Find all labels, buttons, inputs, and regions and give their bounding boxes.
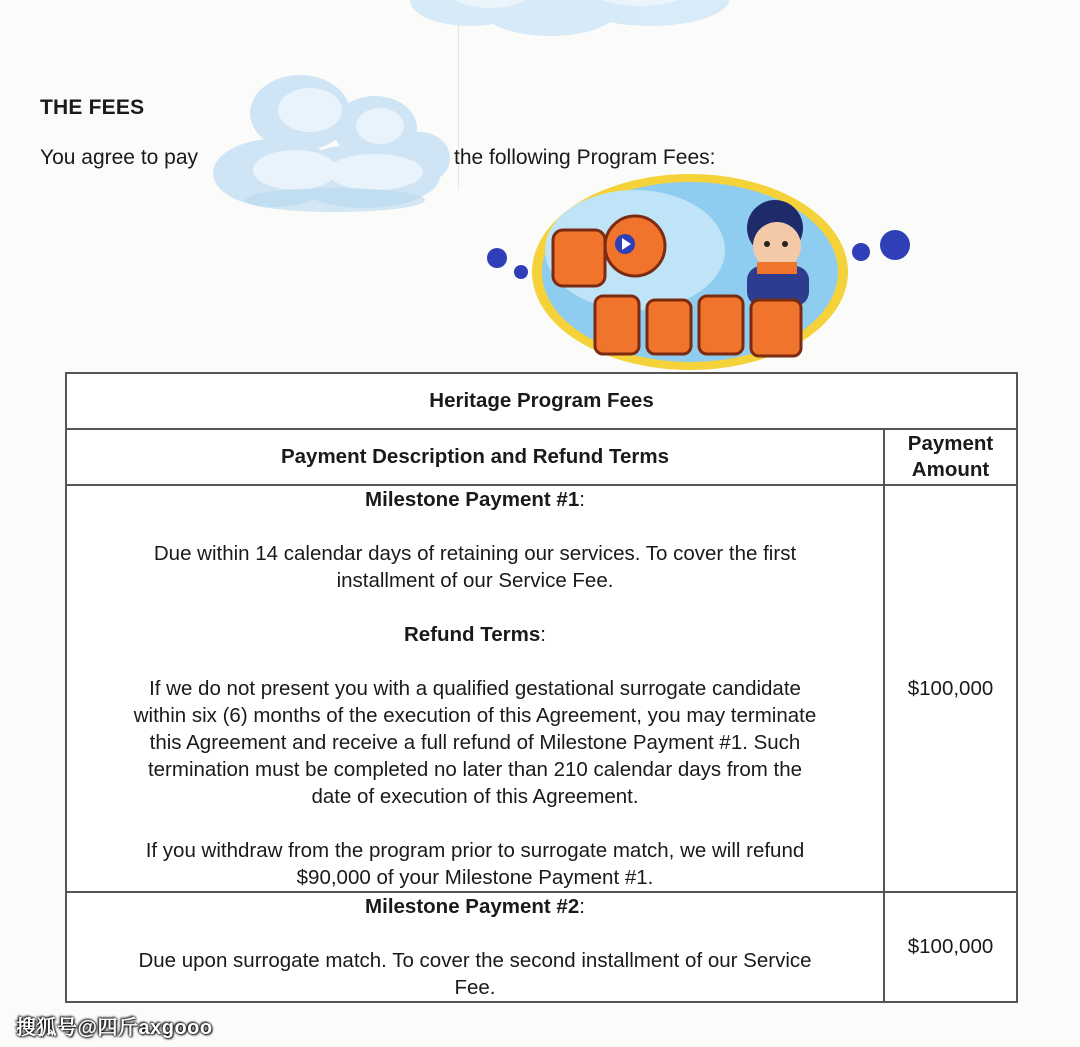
column-header-amount-line2: Amount	[911, 458, 990, 481]
payment-amount-cell: $100,000	[884, 485, 1017, 892]
column-header-amount-line1: Payment	[907, 432, 994, 455]
program-fees-table	[65, 372, 1018, 1003]
table-row	[66, 892, 1017, 1002]
refund-text-line: If we do not present you with a qualified gestational surrogate candidate	[149, 677, 801, 700]
payment-description-cell: Milestone Payment #2: Due upon surrogate match. To cover the second installment of our Service Fee.	[66, 892, 884, 1002]
variety-show-sticker-logo	[485, 170, 915, 375]
due-text-line: Due upon surrogate match. To cover the second installment of our Service	[138, 949, 812, 972]
intro-text-start: You agree to pay	[40, 146, 199, 169]
withdraw-text-line: If you withdraw from the program prior to surrogate match, we will refund	[145, 839, 805, 862]
table-row	[66, 485, 1017, 892]
cloud-decoration-middle	[205, 68, 460, 218]
intro-text-end: the following Program Fees:	[454, 146, 716, 169]
column-header-amount	[884, 429, 1017, 485]
milestone-heading: Milestone Payment #2	[365, 895, 580, 918]
refund-text-line: this Agreement and receive a full refund of Milestone Payment #1. Such	[149, 731, 801, 754]
column-header-description: Payment Description and Refund Terms	[66, 429, 884, 485]
due-text-line: Fee.	[454, 976, 496, 999]
withdraw-text-line: $90,000 of your Milestone Payment #1.	[296, 866, 654, 889]
refund-text-line: date of execution of this Agreement.	[311, 785, 639, 808]
payment-amount-cell: $100,000	[884, 892, 1017, 1002]
due-text-line: Due within 14 calendar days of retaining our services. To cover the first	[153, 542, 797, 565]
refund-text-line: termination must be completed no later than 210 calendar days from the	[147, 758, 803, 781]
cloud-decoration-top	[400, 0, 760, 40]
section-heading: THE FEES	[40, 96, 145, 119]
source-watermark: 搜狐号@四斤axgooo	[16, 1017, 213, 1039]
due-text-line: installment of our Service Fee.	[336, 569, 614, 592]
table-caption: Heritage Program Fees	[66, 373, 1017, 429]
refund-text-line: within six (6) months of the execution of this Agreement, you may terminate	[133, 704, 817, 727]
milestone-heading: Milestone Payment #1	[365, 488, 580, 511]
refund-terms-heading: Refund Terms	[403, 623, 541, 646]
payment-description-cell: Milestone Payment #1: Due within 14 calendar days of retaining our services. To cover the first installment of our Service Fee. Refund Terms: If we do not present you with a qualified gestational surrogate candidate within six (6) months of the execution of this Agreement, you may terminate this Agreement and receive a full refund of Milestone Payment #1. Such termination must be completed no later than 210 calendar days from the date of execution of this Agreement. If you withdraw from the program prior to surrogate match, we will refund $90,000 of your Milestone Payment #1.	[66, 485, 884, 892]
